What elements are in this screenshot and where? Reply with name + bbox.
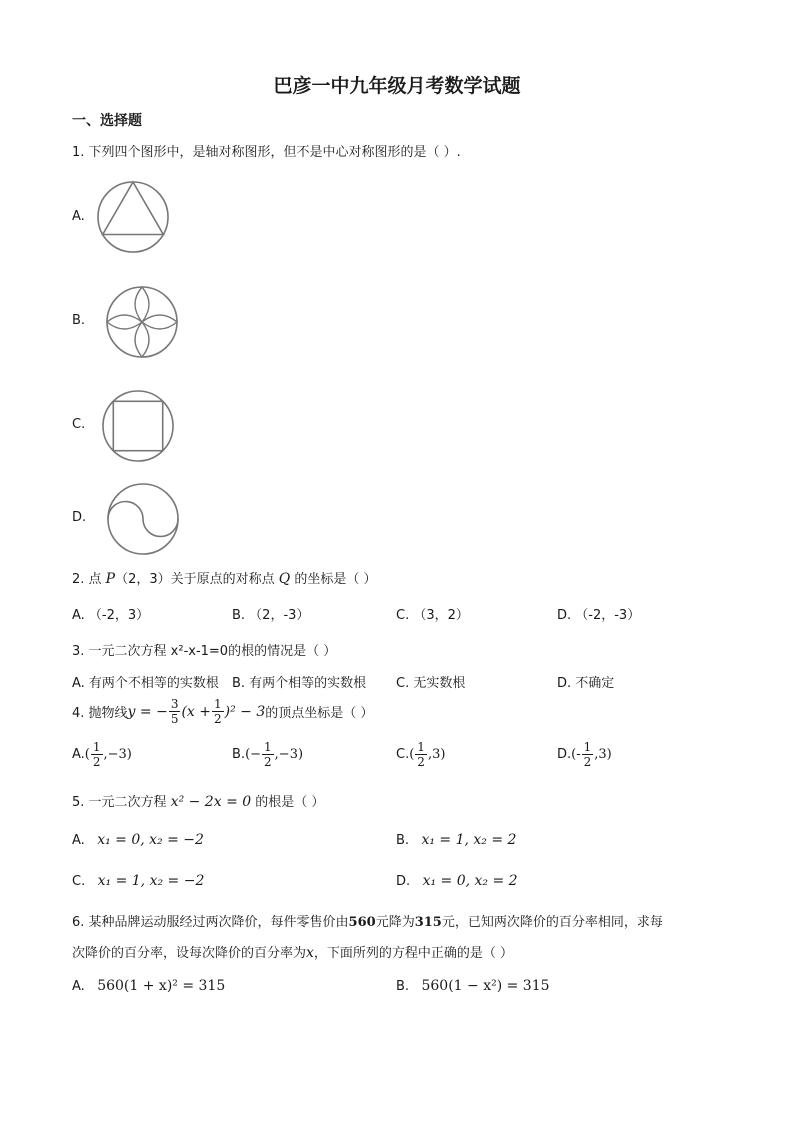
circle-with-triangle-icon	[95, 179, 171, 255]
q4-formula-part-c: )² − 3	[224, 703, 266, 720]
q5-option-a: A. x₁ = 0, x₂ = −2	[72, 832, 204, 848]
q5-option-b: B. x₁ = 1, x₂ = 2	[396, 832, 517, 848]
q6-option-a: A. 560(1 + x)² = 315	[72, 978, 226, 994]
q6-final-price: 315	[414, 915, 442, 930]
question-6-line-1: 6. 某种品牌运动服经过两次降价，每件零售价由560元降为315元，已知两次降价的百分率相同，求每	[72, 915, 663, 930]
q1-option-b-label: B.	[72, 313, 86, 328]
q4-stem-part-a: 4. 抛物线	[72, 706, 128, 721]
q4-stem-part-b: 的顶点坐标是（ ）	[265, 706, 374, 721]
q5-stem-part-b: 的根是（ ）	[251, 795, 325, 810]
section-heading-choice: 一、选择题	[72, 113, 142, 129]
q3-option-c: C. 无实数根	[396, 676, 466, 691]
q4-option-b-fraction: $\frac{1}{2}$	[264, 740, 272, 769]
q3-option-b: B. 有两个相等的实数根	[232, 676, 367, 691]
q6-option-b: B. 560(1 − x²) = 315	[396, 978, 550, 994]
q5-option-c: C. x₁ = 1, x₂ = −2	[72, 873, 205, 889]
q4-fraction-one-half: $\frac{1}{2}$	[214, 697, 222, 726]
q3-option-d: D. 不确定	[557, 676, 615, 691]
q2-stem-part-b: （2，3）关于原点的对称点	[115, 572, 279, 587]
q6-original-price: 560	[348, 915, 376, 930]
q4-fraction-three-fifths: $\frac{3}{5}$	[170, 697, 179, 726]
q2-point-q: Q	[278, 571, 291, 587]
question-3-stem: 3. 一元二次方程 x²-x-1=0的根的情况是（ ）	[72, 644, 337, 659]
q4-formula-part-b: (x +	[181, 703, 212, 720]
q5-stem-part-a: 5. 一元二次方程	[72, 795, 171, 810]
q2-option-d: D. （-2，-3）	[557, 608, 641, 623]
page-title: 巴彦一中九年级月考数学试题	[273, 75, 521, 97]
q4-option-b: B. (− $\frac{1}{2}$ ,−3)	[232, 740, 304, 769]
circle-with-s-curve-icon	[105, 481, 181, 557]
question-6-line-2: 次降价的百分率，设每次降价的百分率为x，下面所列的方程中正确的是（ ）	[72, 945, 514, 961]
q3-option-a: A. 有两个不相等的实数根	[72, 676, 219, 691]
q2-option-b: B. （2，-3）	[232, 608, 310, 623]
q2-stem-part-c: 的坐标是（ ）	[290, 572, 377, 587]
q4-option-c: C. ( $\frac{1}{2}$ ,3)	[396, 740, 446, 769]
q4-option-d: D. (- $\frac{1}{2}$ ,3)	[557, 740, 612, 769]
q1-option-c-label: C.	[72, 417, 86, 432]
q4-option-c-fraction: $\frac{1}{2}$	[417, 740, 425, 769]
q5-option-d: D. x₁ = 0, x₂ = 2	[396, 873, 518, 889]
question-1-stem: 1. 下列四个图形中，是轴对称图形，但不是中心对称图形的是（ ）.	[72, 145, 461, 160]
q1-option-a-label: A.	[72, 209, 85, 224]
q4-option-d-fraction: $\frac{1}{2}$	[583, 740, 592, 769]
question-4-stem	[72, 697, 373, 726]
q2-stem-part-a: 2. 点	[72, 572, 106, 587]
circle-with-square-icon	[100, 388, 176, 464]
circle-with-four-petals-icon	[104, 284, 180, 360]
q6-variable: x	[306, 945, 314, 961]
q4-option-a-fraction: $\frac{1}{2}$	[92, 740, 101, 769]
q2-option-a: A. （-2，3）	[72, 608, 150, 623]
question-5-stem	[72, 791, 324, 810]
q2-point-p: P	[105, 571, 116, 587]
q5-equation: x² − 2x = 0	[170, 794, 252, 810]
q2-option-c: C. （3，2）	[396, 608, 469, 623]
question-2-stem	[72, 568, 377, 587]
q4-formula-part-a: y = −	[127, 703, 168, 720]
q1-option-d-label: D.	[72, 510, 87, 525]
q4-option-a: A. ( $\frac{1}{2}$ ,−3)	[72, 740, 132, 769]
